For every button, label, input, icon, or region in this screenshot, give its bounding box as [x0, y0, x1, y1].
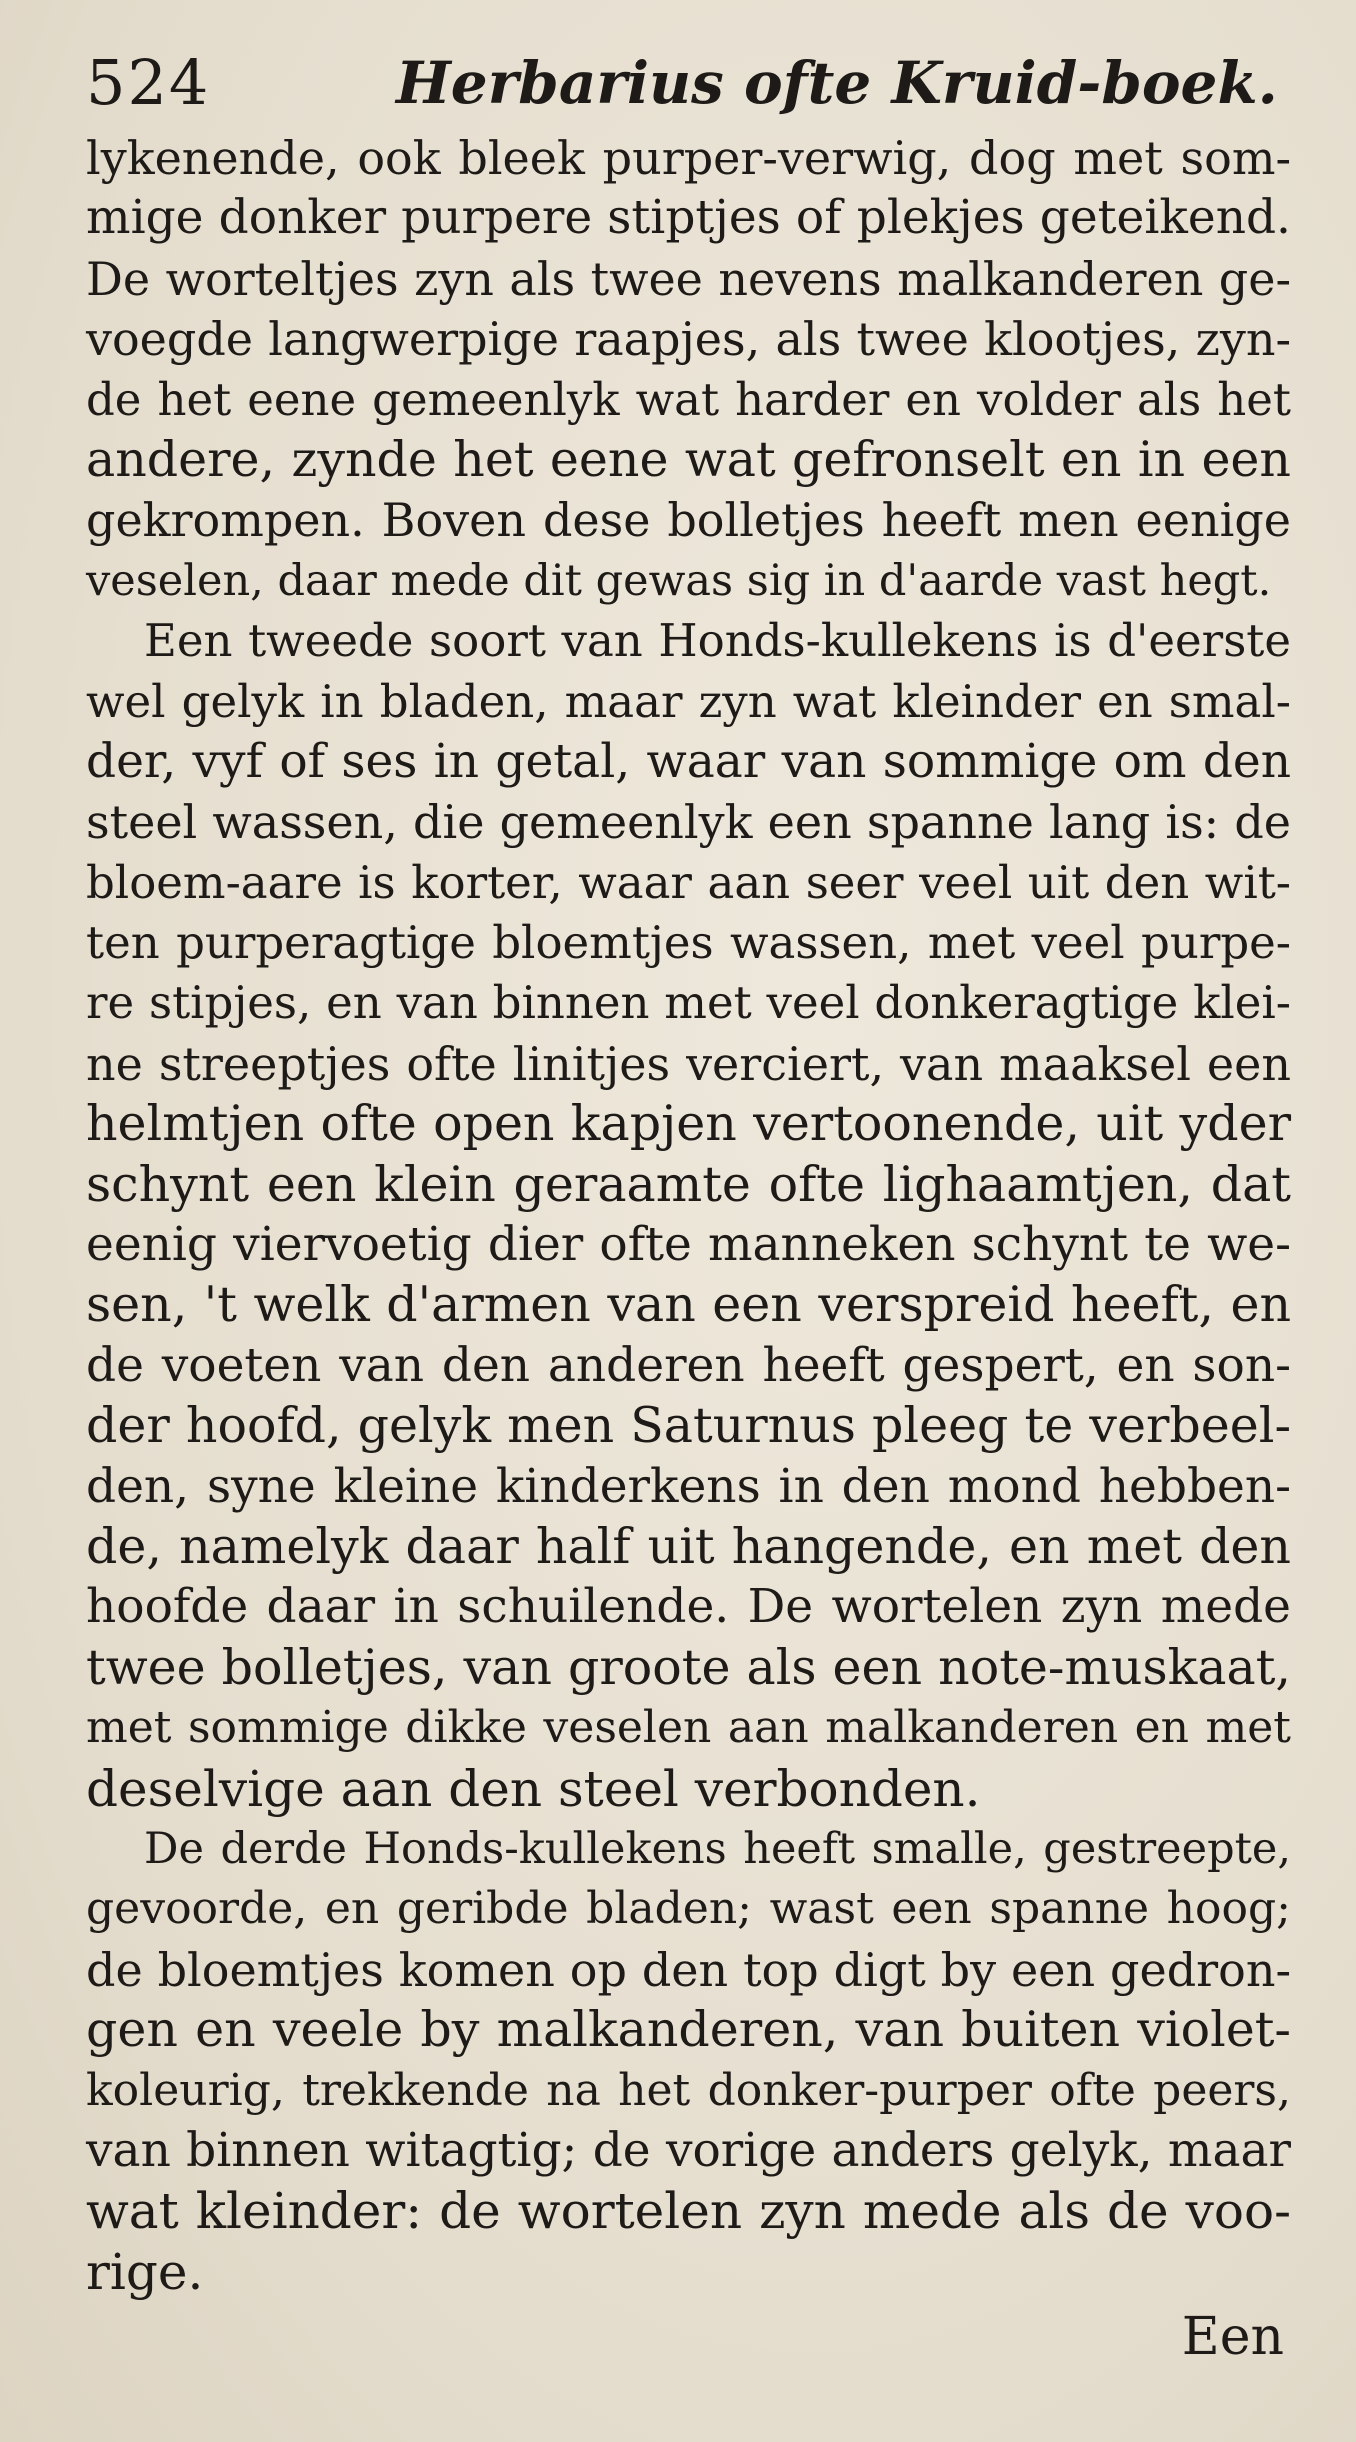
text-line: schynt een klein geraamte ofte lighaamtjen, dat	[86, 1155, 1291, 1213]
text-line: lykenende, ook bleek purper-verwig, dog met som-	[86, 131, 1291, 185]
running-title: Herbarius ofte Kruid-boek.	[396, 49, 1278, 117]
text-line: deselvige aan den steel verbonden.	[86, 1759, 981, 1818]
text-line: Een tweede soort van Honds-kullekens is d'eerste	[144, 614, 1291, 668]
text-line: steel wassen, die gemeenlyk een spanne lang is: de	[86, 795, 1291, 850]
text-line: voegde langwerpige raapjes, als twee klootjes, zyn-	[86, 312, 1291, 367]
text-line: wel gelyk in bladen, maar zyn wat kleinder en smal-	[86, 674, 1291, 728]
text-line: wat kleinder: de wortelen zyn mede als de voo-	[86, 2182, 1291, 2241]
text-line: de, namelyk daar half uit hangende, en met den	[86, 1517, 1291, 1575]
text-line: gevoorde, en geribde bladen; wast een spanne hoog;	[86, 1883, 1291, 1935]
text-line: rige.	[86, 2242, 204, 2301]
text-line: sen, 't welk d'armen van een verspreid heeft, en	[86, 1276, 1291, 1334]
text-line: gen en veele by malkanderen, van buiten violet-	[86, 2001, 1291, 2059]
text-line: de voeten van den anderen heeft gespert, en son-	[86, 1337, 1291, 1393]
text-line: ten purperagtige bloemtjes wassen, met veel purpe-	[86, 916, 1291, 970]
text-line: re stipjes, en van binnen met veel donkeragtige klei-	[86, 976, 1291, 1030]
text-line: de bloemtjes komen op den top digt by een gedron-	[86, 1942, 1291, 1997]
body-text	[86, 128, 1291, 2302]
text-line: de het eene gemeenlyk wat harder en volder als het	[86, 372, 1291, 426]
text-line: veselen, daar mede dit gewas sig in d'aarde vast hegt.	[86, 555, 1272, 606]
text-line: der hoofd, gelyk men Saturnus pleeg te verbeel-	[86, 1397, 1291, 1455]
page-header	[86, 38, 1316, 128]
text-line: koleurig, trekkende na het donker-purper ofte peers,	[86, 2064, 1291, 2116]
text-line: De derde Honds-kullekens heeft smalle, gestreepte,	[144, 1823, 1291, 1874]
text-line: den, syne kleine kinderkens in den mond hebben-	[86, 1458, 1291, 1514]
text-line: der, vyf of ses in getal, waar van sommige om den	[86, 733, 1291, 789]
text-line: hoofde daar in schuilende. De wortelen zyn mede	[86, 1579, 1291, 1635]
page-number: 524	[86, 46, 211, 119]
text-line: andere, zynde het eene wat gefronselt en in een	[86, 430, 1291, 488]
text-line: twee bolletjes, van groote als een note-muskaat,	[86, 1638, 1291, 1696]
text-line: ne streeptjes ofte linitjes verciert, van maaksel een	[86, 1036, 1291, 1091]
text-line: De worteltjes zyn als twee nevens malkanderen ge-	[86, 251, 1291, 306]
text-line: gekrompen. Boven dese bolletjes heeft men eenige	[86, 493, 1291, 548]
catchword: Een	[1181, 2307, 1284, 2367]
text-line: helmtjen ofte open kapjen vertoonende, uit yder	[86, 1095, 1291, 1153]
text-line: eenig viervoetig dier ofte manneken schynt te we-	[86, 1217, 1291, 1273]
text-line: bloem-aare is korter, waar aan seer veel uit den wit-	[86, 855, 1291, 909]
text-line: mige donker purpere stiptjes of plekjes geteikend.	[86, 190, 1291, 246]
text-line: met sommige dikke veselen aan malkanderen en met	[86, 1702, 1291, 1754]
text-line: van binnen witagtig; de vorige anders gelyk, maar	[86, 2122, 1291, 2178]
